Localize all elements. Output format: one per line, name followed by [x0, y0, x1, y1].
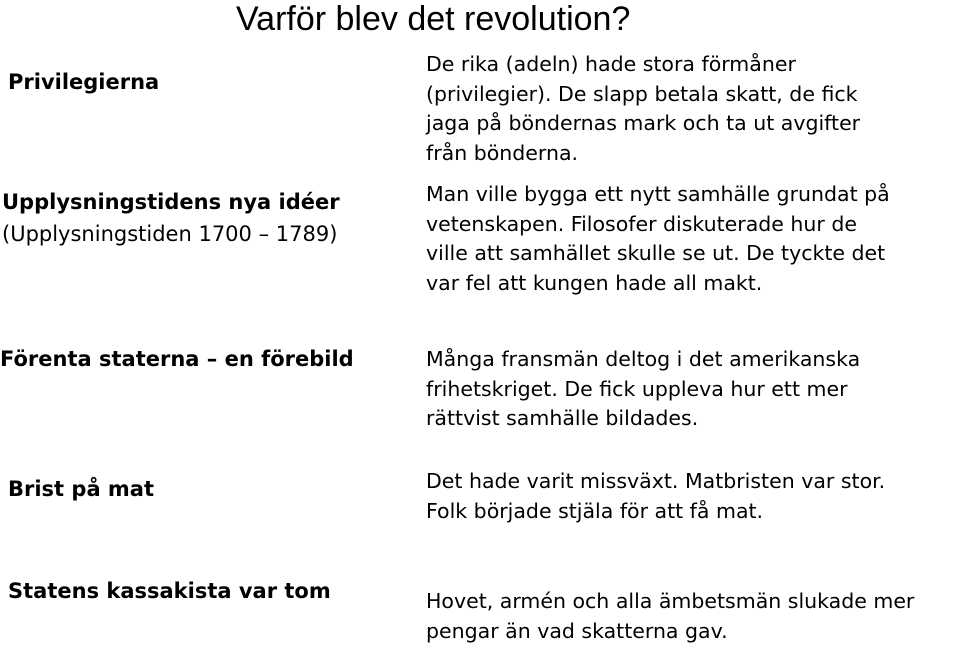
page-title: Varför blev det revolution? — [236, 0, 630, 38]
label-forenta-staterna: Förenta staterna – en förebild — [0, 345, 354, 374]
desc-line: vetenskapen. Filosofer diskuterade hur de — [426, 210, 890, 240]
desc-line: ville att samhället skulle se ut. De tyckte det — [426, 239, 890, 269]
desc-line: Folk började stjäla för att få mat. — [426, 497, 885, 527]
label-privilegierna: Privilegierna — [8, 68, 159, 97]
desc-line: från bönderna. — [426, 139, 860, 169]
desc-privilegierna — [426, 50, 860, 168]
label-upplysningstiden: Upplysningstidens nya idéer — [2, 188, 340, 217]
desc-brist-pa-mat — [426, 467, 885, 526]
desc-line: (privilegier). De slapp betala skatt, de fick — [426, 80, 860, 110]
desc-line: De rika (adeln) hade stora förmåner — [426, 50, 860, 80]
desc-line: Man ville bygga ett nytt samhälle grundat på — [426, 180, 890, 210]
label-upplysningstiden-period: (Upplysningstiden 1700 – 1789) — [2, 220, 337, 249]
desc-line: jaga på böndernas mark och ta ut avgifter — [426, 109, 860, 139]
desc-line: pengar än vad skatterna gav. — [426, 617, 914, 646]
desc-line: var fel att kungen hade all makt. — [426, 269, 890, 299]
desc-line: Många fransmän deltog i det amerikanska — [426, 345, 860, 375]
desc-statens-kassakista — [426, 587, 914, 646]
desc-line: frihetskriget. De fick uppleva hur ett mer — [426, 375, 860, 405]
desc-line: rättvist samhälle bildades. — [426, 404, 860, 434]
label-brist-pa-mat: Brist på mat — [8, 475, 154, 504]
label-statens-kassakista: Statens kassakista var tom — [8, 577, 331, 606]
desc-line: Det hade varit missväxt. Matbristen var stor. — [426, 467, 885, 497]
desc-line: Hovet, armén och alla ämbetsmän slukade mer — [426, 587, 914, 617]
desc-upplysningstiden — [426, 180, 890, 298]
desc-forenta-staterna — [426, 345, 860, 434]
